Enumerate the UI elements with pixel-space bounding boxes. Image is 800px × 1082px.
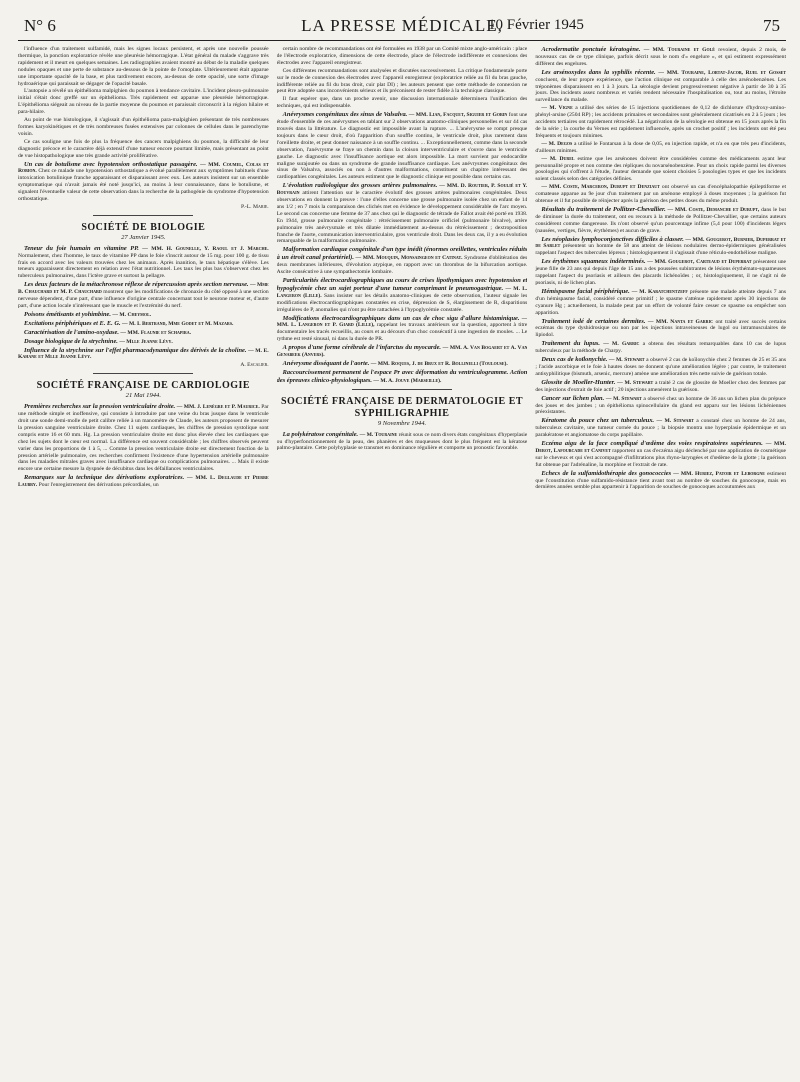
article-title: Cancer sur lichen plan. [541, 394, 605, 402]
article-authors: — M. Garric [603, 341, 640, 348]
article-authors: — MM. L. Langeron et P. Giard (Lille), [276, 315, 528, 329]
issue-date: 10 Février 1945 [488, 17, 584, 33]
article-body: Syndrome d'oblitération des deux membranes inférieures, d'évolution atypique, en rapport avec un thrombus de la bifurcation aortique. Ascite consécutive à une sympathectomie lombaire. [276, 255, 528, 276]
article-authors: — MM. A. Van Bogaert et A. Van Genabeek (Anvers). [276, 345, 528, 359]
article [535, 156, 786, 184]
article [535, 206, 786, 235]
article-authors: — M. Degos [541, 140, 573, 147]
issue-number: N° 6 [24, 16, 56, 35]
article-title: Anévrysme disséquant de l'aorte. [282, 359, 370, 367]
article [535, 46, 786, 68]
article-body: rappelant les travaux antérieurs sur la question, apportent à titre documentaire les tracés recueillis, au cours et au décours d'un choc consécutif à une ingestion de moules. ... Le rythme est resté sinusal, ni dans la durée de PR. [276, 322, 528, 343]
paragraph: certain nombre de recommandations ont été formulées en 1938 par un Comité mixte anglo-américain : place de l'électrode exploratrice, dimensions de cette électrode, place de l'électrode indifférente et connexions des électrodes avec l'appareil enregistreur. [276, 46, 528, 66]
article-authors: — MM. L. Deglaude et Pierre Laubry. [18, 475, 269, 489]
article-body: a obtenu des résultats remarquables dans 10 cas de lupus tuberculeux par la méthode de Charpy. [535, 341, 787, 355]
article-authors: — MM. Huriez, Patoir et Leborgne [673, 470, 765, 477]
article-authors: — M. E. Kahane et Mlle Jeanne Lévy. [18, 347, 269, 361]
article-body: dans le but de diminuer la durée du traitement, ont eu recours à la méthode de Pollitzer-Chevallier, que certains auteurs considèrent comme dangereuse. Ils n'ont observé qu'un pourcentage infime (5,4 pour 100) d'incidents légers (nausées, vertiges, fièvre, érythèmes) et aucun de grave. [535, 206, 787, 234]
article-body: Normalement, chez l'homme, le taux de vitamine PP dans le foie s'inscrit autour de 15 mg. pour 100 g. de tissu frais en accord avec les valeurs trouvées chez les animaux. Après inanition, le taux hépatique s'élève. Les teneurs apparaissent directement en relation avec l'état nutritionnel. Les taux les plus bas s'observent chez les tuberculeux pulmonaires, dans l'ictère grave et surtout la pellagre. [18, 252, 269, 280]
article-authors: — M. Durel [541, 155, 575, 162]
article [277, 111, 528, 181]
article-title: Malformation cardiaque congénitale d'un type inédit (énormes oreillettes, ventricules réduits à un étroit canal préartériel). [276, 246, 528, 262]
article-authors: — M. L. Langeron (Lille). [276, 285, 528, 299]
article-body: ont observé un cas d'encéphalopathie épileptiforme et comateuse apparue au 9e jour d'un traitement par un arsénone employé à doses moyennes ; la guérison fut obtenue et il fut possible de réinjecter après la guérison des petites doses du même produit. [535, 184, 787, 205]
article-body: a utilisé le Fontarsan à la dose de 0,05, en injection rapide, et n'a eu que très peu d'incidents, d'ailleurs minimes. [535, 140, 787, 154]
article-authors: — M. I. Bertrand, Mme Godet et M. Mazars. [121, 320, 234, 327]
section-heading: SOCIÉTÉ FRANÇAISE DE DERMATOLOGIE ET SYPHILIGRAPHIE [280, 395, 524, 419]
article [277, 315, 528, 344]
article [18, 245, 269, 281]
article-title: Eczéma aigu de la face compliqué d'œdème des voies respiratoires supérieures. [541, 440, 763, 448]
article-title: Modifications électrocardiographiques dans un cas de choc sigu d'allure histaminique. [282, 314, 520, 322]
article-body: estime que les arsénones doivent être considérées comme des médicaments ayant leur personnalité propre et non comme des répliques du novarsénobenzène. Pour un choix rapide parmi les diverses posologies qui s'offrent à l'étude, l'auteur demande que soient choisies 5 posologies types et que les incidents soient classés selon des catégories définies. [535, 155, 787, 183]
article [277, 369, 528, 385]
article-authors: — MM. J. Lenègre et P. Maurice. [176, 404, 260, 411]
article-title: Traitement du lupus. [541, 340, 600, 348]
article-authors: — M. Stewart [605, 395, 642, 402]
article-authors: — MM. Roques, J. de Brux et R. Bollinelli (Toulouse). [370, 360, 508, 367]
article-body: présentent une jeune fille de 23 ans qui depuis l'âge de 15 ans a des poussées subintrantes de lésions érythémato-squameuses rappelant l'aspect du psoriasis et ailleurs des placards lichénoïdes ; or, histologiquement, il ne s'agit ni de psoriasis, ni de lichen plan. [535, 259, 787, 286]
article-authors: — MM. H. Gounelle, Y. Raoul et J. Marche. [142, 245, 269, 252]
page-number: 75 [763, 16, 780, 35]
article-title: Deux cas de koïlonychie. [541, 356, 608, 364]
article-title: Excitations périphériques et E. E. G. [24, 319, 121, 327]
article-authors: — M. Stewart [617, 379, 654, 386]
article-body: a observé chez un homme de 36 ans un lichen plan du prépuce des joues et des jambes ; un épithélioma spinocellulaire du gland est apparu sur les lésions lichéniennes préexistantes. [535, 395, 787, 416]
section-date: 21 Mai 1944. [125, 392, 162, 400]
article-authors: — M. A. Jouve (Marseille). [373, 377, 442, 384]
article [535, 340, 786, 355]
article-authors: — M. Karatchentzeff [631, 288, 688, 295]
article [18, 338, 269, 346]
journal-title: LA PRESSE MÉDICALE, [301, 16, 503, 35]
article-title: Particularités électrocardiographiques au cours de crises lipothymiques avec hypotension et hypoglycémie chez un sujet porteur d'une tumeur comprimant le pneumogastrique. [276, 277, 528, 292]
article-title: Remarques sur la technique des dérivations exploratrices. [24, 474, 185, 482]
article [535, 379, 786, 394]
section-heading: SOCIÉTÉ DE BIOLOGIE [81, 221, 206, 233]
article [535, 395, 786, 417]
article [18, 281, 269, 310]
article-title: Les arsénoxydes dans la syphilis récente. [541, 68, 656, 76]
article-body: Chez ce malade une hypotension orthostatique a évolué parallèlement aux symptômes habituels d'une intoxication botulinique franche apparaissant et disparaissant avec eux. Les auteurs insistent sur un ensemble symptomatique qui n'avait jamais été noté jusqu'ici, au moins à leur connaissance, dans le botulisme, et signalent l'éventuelle valeur de cette observation dans la recherche de la pathogénie du syndrome d'hypotension orthostatique. [18, 168, 269, 203]
article-title: Traitement iodé de certaines dermites. [541, 317, 646, 325]
article-title: Un cas de botulisme avec hypotension orthostatique passagère. [24, 160, 198, 168]
article [18, 311, 269, 319]
article-body: concluent, de leur propre expérience, que l'action clinique est comparable à celle des arsénobenzènes. Les tréponèmes disparaissent en 1 à 3 jours. La sérologie devient progressivement négative à partir de 30 à 35 jours. Des incidents assez nombreux et variés rendent nécessaire l'hospitalisation ou, tout au moins, l'étroite surveillance du malade. [535, 76, 787, 104]
article [18, 403, 269, 473]
paragraph: l'influence d'un traitement sulfamidé, mais les signes locaux persistent, et après une nouvelle poussée thermique, la ponction exploratrice révèle une pleurésie hémorragique. L'état général du malade s'aggrave très rapidement et il meurt en quelques semaines. Les radiographies avaient montré au début de la maladie quelques nodules opaques et une perte de substance au-dessous de la pointe de l'omoplate. Ultérieurement était apparue une importante opacité de la base, et plus tardivement encore, au-dessus de cette opacité, une sorte d'image hydroaérique qui paraissait se dégager de l'opacité basale. [18, 46, 269, 87]
columns [18, 46, 786, 1074]
article-authors: — MM. Coumel, Colas et Robion. [18, 161, 269, 175]
article [535, 470, 786, 492]
article-body: a observé 2 cas de koïlonychie chez 2 femmes de 25 et 35 ans ; l'acide ascorbique et le foie à hautes doses ne donnent qu'une amélioration légère ; par contre, le traitement antisyphilitique (bismuth, arsenic, mercure) amène une amélioration très nette suivie de guérison totale. [535, 357, 787, 377]
article-authors: — M. Touraine [359, 431, 398, 438]
article-body: Sans insister sur les détails anatomo-cliniques de cette observation, l'auteur signale les modifications électrocardiographiques constatées en crise, dépression de S, élargissement de R, disparitions irrégulières de P, anomalies qui n'ont pu être rattachées à l'hypoglycémie constatée. [276, 292, 528, 313]
article [535, 105, 786, 140]
article [18, 329, 269, 337]
article-body: estiment que l'constitution d'une sulfamido-résistance tient avant tout au nombre de souches du gonocoque, mais en dernières années semble plus appartenir à l'apparition de souches de gonocoques accoutumées aux [535, 470, 787, 491]
article [18, 474, 269, 489]
article-title: Poisons émétisants et yohimbine. [24, 310, 111, 318]
paragraph: L'autopsie a révélé un épithélioma malpighien du poumon à tendance cavitaire. L'incident pleuro-pulmonaire initial s'était donc greffé sur un épithélioma. Très rapidement est apparue une pleurésie hémorragique. L'épithélioma siégeait au niveau de la partie moyenne du poumon et paraissait circonscrit à la région hilaire et para-hilaire. [18, 88, 269, 116]
article-authors: — Mme B. Chauchard et M. P. Chauchard [18, 282, 269, 296]
section-date: 27 Janvier 1945. [121, 233, 166, 241]
article-body: ont traité avec succès certains eczémas du type dyshidrosique ou non par les injections intraveineuses de lugol ou intramusculaires de lipiodol. [535, 318, 787, 339]
article-title: A propos d'une forme cérébrale de l'infarctus du myocarde. [282, 344, 442, 352]
section-rule [93, 373, 193, 374]
article-title: Hémispasme facial périphérique. [541, 287, 630, 295]
article-body: a utilisé des séries de 15 injections quotidiennes de 0,12 de dichlorure d'hydroxy-amino-phényl-arsine (2504 RP) ; les accidents primaires et secondaires sont généralement cicatrisés en 2 à 5 jours ; les accidents tertiaires ont rapidement rétrocédé. La négativation de la sérologie est obtenue en 15 jours après la fin de la série ; la courbe du Vernes est rapidement influencée, après un crochet positif ; les incidents ont été peu fréquents et toujours minimes. [535, 105, 787, 139]
article [535, 417, 786, 439]
article-title: Caractérisation de l'amino-oxydase. [24, 328, 119, 336]
paragraph: Au point de vue histologique, il s'agissait d'un épithélioma para-malpighien présentant de très nombreuses formes karyokinétiques et de très nombreuses fusées extensives par colonnes de cellules dans le parenchyme voisin. [18, 117, 269, 137]
article-authors: — MM. Coste, Demanche et Durupt, [667, 206, 760, 213]
article-title: Influence de la strychnine sur l'effet pharmacodynamique des dérivés de la choline. [24, 346, 247, 354]
column-2 [277, 46, 528, 1074]
article-authors: — MM. Mouquin, Monsaingeon et Catinat. [355, 255, 463, 262]
paragraph: Ce cas souligne une fois de plus la fréquence des cancers malpighiens du poumon, la difficulté de leur diagnostic précoce et le caractère déjà extensif d'une tumeur encore pourtant limitée, mais présentant au point de vue histopathologique une très grande activité proliférative. [18, 138, 269, 159]
article [277, 344, 528, 359]
article-authors: — MM. Coste, Marceron, Durupt et Denziaut [541, 184, 660, 191]
article-title: Teneur du foie humain en vitamine PP. [24, 244, 139, 252]
article [535, 356, 786, 378]
article-authors: — MM. Lian, Facquet, Siguier et Gorin [408, 112, 508, 119]
article [535, 318, 786, 340]
section-rule [352, 389, 452, 390]
article [277, 246, 528, 276]
article-title: Résultats du traitement de Pollitzer-Chevallier. [541, 205, 666, 213]
article [277, 431, 528, 453]
article-title: Les deux facteurs de la métachronose réflexe de répercussion après section nerveuse. [24, 281, 249, 289]
article-authors: — MM. Touraine et Golé [643, 47, 715, 53]
article-body: réunit sous ce nom divers états congénitaux d'hyperplasie ou d'hyperfonctionnement de la peau, des phanères et des muqueuses dont le plus fréquent est la kératose palmo-plantaire. Cette polyhyplasie se transmet en dominance régulière et comporte un pronostic favorable. [276, 431, 528, 452]
article-authors: — MM. Derot, Lafourcade et Canivet [535, 441, 787, 454]
section-date: 9 Novembre 1944. [377, 419, 427, 427]
article-authors: — MM. D. Routier, P. Soulié et Y. Bouvrain [276, 183, 528, 197]
article [535, 141, 786, 155]
article-authors: — MM. Gougerot, Carteaud et Duperrat [647, 259, 752, 266]
article-body: revoient, depuis 2 mois, de nouveaux cas de ce type clinique, parfois décrit sous le nom d'« engelure », et qui estiment expressément différent des engelures. [535, 47, 787, 67]
article-body: Pour l'enregistrement des dérivations précordiales, un [38, 482, 159, 489]
article-title: Kératome du pouce chez un tuberculeux. [541, 417, 655, 425]
article-body: présentent un homme de 58 ans atteint de lésions nodulaires dermo-épidermiques généralisées rappelant l'aspect des tubercules lépreux ; histologiquement il s'agissait d'une réticulo-endothéliose maligne. [535, 243, 787, 257]
article-title: Dosage biologique de la strychnine. [24, 337, 118, 345]
article-title: Premières recherches sur la pression ventriculaire droite. [24, 403, 176, 411]
article-title: Raccourcissement permanent de l'espace Pr avec déformation du ventriculogramme. Action des épreuves clinico-physiologiques. [276, 368, 528, 384]
paragraph: Il faut espérer que, dans un proche avenir, une discussion internationale déterminera l'unification des techniques, qui est indispensable. [276, 96, 528, 110]
article-title: Les néoplasies lymphoconjonctives difficiles à classer. [541, 235, 684, 243]
article-authors: — M. Stewart [656, 418, 694, 425]
article-authors: — MM. Flaunie et Schapira. [120, 329, 192, 336]
paragraph: Ces différentes recommandations sont analysées et discutées successivement. La critique fondamentale porte sur le mode de connexion des électrodes avec l'appareil enregistreur (exploratrice reliée au fil du bras gauche, indifférente reliée au fil du bras droit, cuir plat DI) ; les auteurs pensent que cette méthode de connexion ne peut être adoptée sans inconvénients sérieux et ils préconisent de rester fidèle à la technique classique. [276, 67, 528, 95]
article-body: attirent l'attention sur le caractère évolutif des grosses artères pulmonaires congénitales. Deux observations en donnent la preuve : l'une d'elles concerne une grosse pulmonaire isolée chez un enfant de 14 ans 1/2 ; en 7 mois la comparaison des clichés met en évidence le développement considérable de l'arc moyen. Le second cas concerne une femme de 37 ans chez qui le diagnostic de tétrade de Fallot avait été porté en 1938. En 1944, grosse pulmonaire congénitale : rétrécissement pulmonaire orificiel (pulmonaire bivalve), artère pulmonaire très anévrysmale et très dilatée immédiatement au-dessus du rétrécissement ; dextroposition franche de l'aorte, communication interventriculaire, gros ventricule droit. Dans les deux cas, il y a eu évolution remarquable de la malformation pulmonaire. [276, 190, 528, 245]
article-body: présente une malade atteinte depuis 7 ans d'un hémispasme facial, considéré comme primitif ; le spasme s'atténue rapidement après 30 injections de cyanure Hg ; actuellement, la malade peut par un effort de volonté faire cesser ce spasme ou empêcher son apparition. [535, 288, 787, 316]
article [18, 320, 269, 328]
article-authors: — M. Cheymol. [112, 311, 152, 318]
article-title: Acrodermatite ponctuée kératogène. [541, 46, 641, 53]
article-title: Anévrysmes congénitaux des sinus de Valsalva. [282, 111, 408, 119]
article-authors: — Mlle Jeanne Lévy. [119, 338, 173, 345]
article [277, 277, 528, 314]
article [535, 236, 786, 258]
article-title: Les érythèmes squameux indéterminés. [541, 258, 646, 266]
section-rule [93, 215, 193, 216]
article-title: La polykératose congénitale. [282, 430, 359, 438]
column-3 [535, 46, 786, 1074]
article-authors: — MM. Nanta et Garric [647, 318, 714, 325]
signature: P.-L. Marie. [241, 203, 269, 210]
article [277, 360, 528, 368]
article [535, 288, 786, 317]
article [277, 182, 528, 245]
article-title: Glossite de Moeller-Hunter. [541, 378, 616, 386]
article [535, 69, 786, 105]
article-authors: — MM. Touraine, Lortat-Jacob, Ruel et Gosset [658, 69, 787, 76]
article [535, 184, 786, 205]
article-body: rapportent un cas d'eczéma aigu déclenché par une application de cosmétique sur le cheveux et qui s'est accompagné d'infiltrations plus rhyno-laryngées et d'œdème de la glotte ; la guérison fut obtenue par l'adrénaline, la morphine et l'extrait de rate. [535, 447, 787, 468]
article [535, 258, 786, 287]
article-title: L'évolution radiologique des grosses artères pulmonaires. [282, 182, 438, 190]
article-body: a traité 2 cas de glossite de Moeller chez des femmes par des injections d'extrait de foie actif ; 20 injections amenèrent la guérison. [535, 379, 786, 393]
article-authors: — M. Stewart [608, 357, 645, 364]
article [18, 347, 269, 362]
article-body: Par une méthode simple et inoffensive, qui consiste à introduire par une veine du bras jusque dans le ventricule droit une sonde demi-molle de petit calibre reliée à un manomètre de Claude, les auteurs proposent de mesurer la pression sanguine ventriculaire droite. Chez 11 sujets cardiaques, les chiffres de pression systolique sont compris entre 16 et 60 mm. Hg. La pression ventriculaire droite est donc plus élevée chez les cardiaques que chez les sujets dont le cœur est normal. La différence est souvent considérable ; les chiffres observés peuvent varier dans les proportions de 1 à 5, ... Comme la pression ventriculaire droite est directement fonction de la pression artérielle pulmonaire, ces recherches confirment l'existence d'une hypertension artérielle pulmonaire dans les maladies mitrales graves avec insuffisance cardiaque ou complications pulmonaires. ... Mais il existe encore une certaine mesure la dyspnée de décubitus dans les défaillances ventriculaires. [18, 404, 269, 473]
article-authors: — MM. Gougerot, Burnier, Duperrat et de Sarlet [535, 236, 787, 250]
article-title: Echecs de la sulfamidothérapie des gonococcies [541, 469, 672, 477]
article-body: montrent que les modifications de chronaxie du côté opposé à une section nerveuse dépendent, d'une part, d'une influence d'origine centrale concernant tout le neurone moteur et, d'autre part, d'une action locale n'intéressant que le muscle et l'extrémité du nerf. [18, 289, 269, 309]
article-authors: — M. Vigne [541, 105, 573, 112]
article-body: font une étude d'ensemble de ces anévrysmes en tablant sur 2 observations anatomo-cliniques personnelles et sur 44 cas trouvés dans la littérature. Le diagnostic est impossible avant la rupture. ... L'anévrysme se rompt presque toujours dans le cœur droit, d'où l'apparition d'un souffle continu, le ventricule droit, plus rarement dans l'oreillette droite, et peut donner naissance à un souffle continu. ... Exceptionnellement, comme dans la seconde observation, l'anévrysme se fraye un chemin dans la cloison interventriculaire et s'ouvre dans le ventricule gauche. Le diagnostic avec l'insuffisance aortique est alors impossible. La mort survient par endocardite maligne surajoutée ou dans un syndrome de grande insuffisance cardiaque. Les anévrysmes congénitaux des sinus de Valsalva, associés ou non à d'autres malformations, constituent un chapitre intéressant des cardiopathies congénitales. Les auteurs estiment que le diagnostic clinique est possible dans certains cas. [276, 112, 528, 181]
article-body: a constaté chez un homme de 24 ans, tuberculeux cavitaire, une tumeur cornée du pouce ; la biopsie montra une hyperplasie épidermique et un parakératose et angiomatose du corps papillaire. [535, 418, 787, 439]
column-1 [18, 46, 269, 1074]
page-header [18, 14, 786, 41]
article [535, 440, 786, 469]
signature: A. Escalier. [240, 362, 269, 369]
section-heading: SOCIÉTÉ FRANÇAISE DE CARDIOLOGIE [36, 380, 251, 392]
article [18, 161, 269, 203]
